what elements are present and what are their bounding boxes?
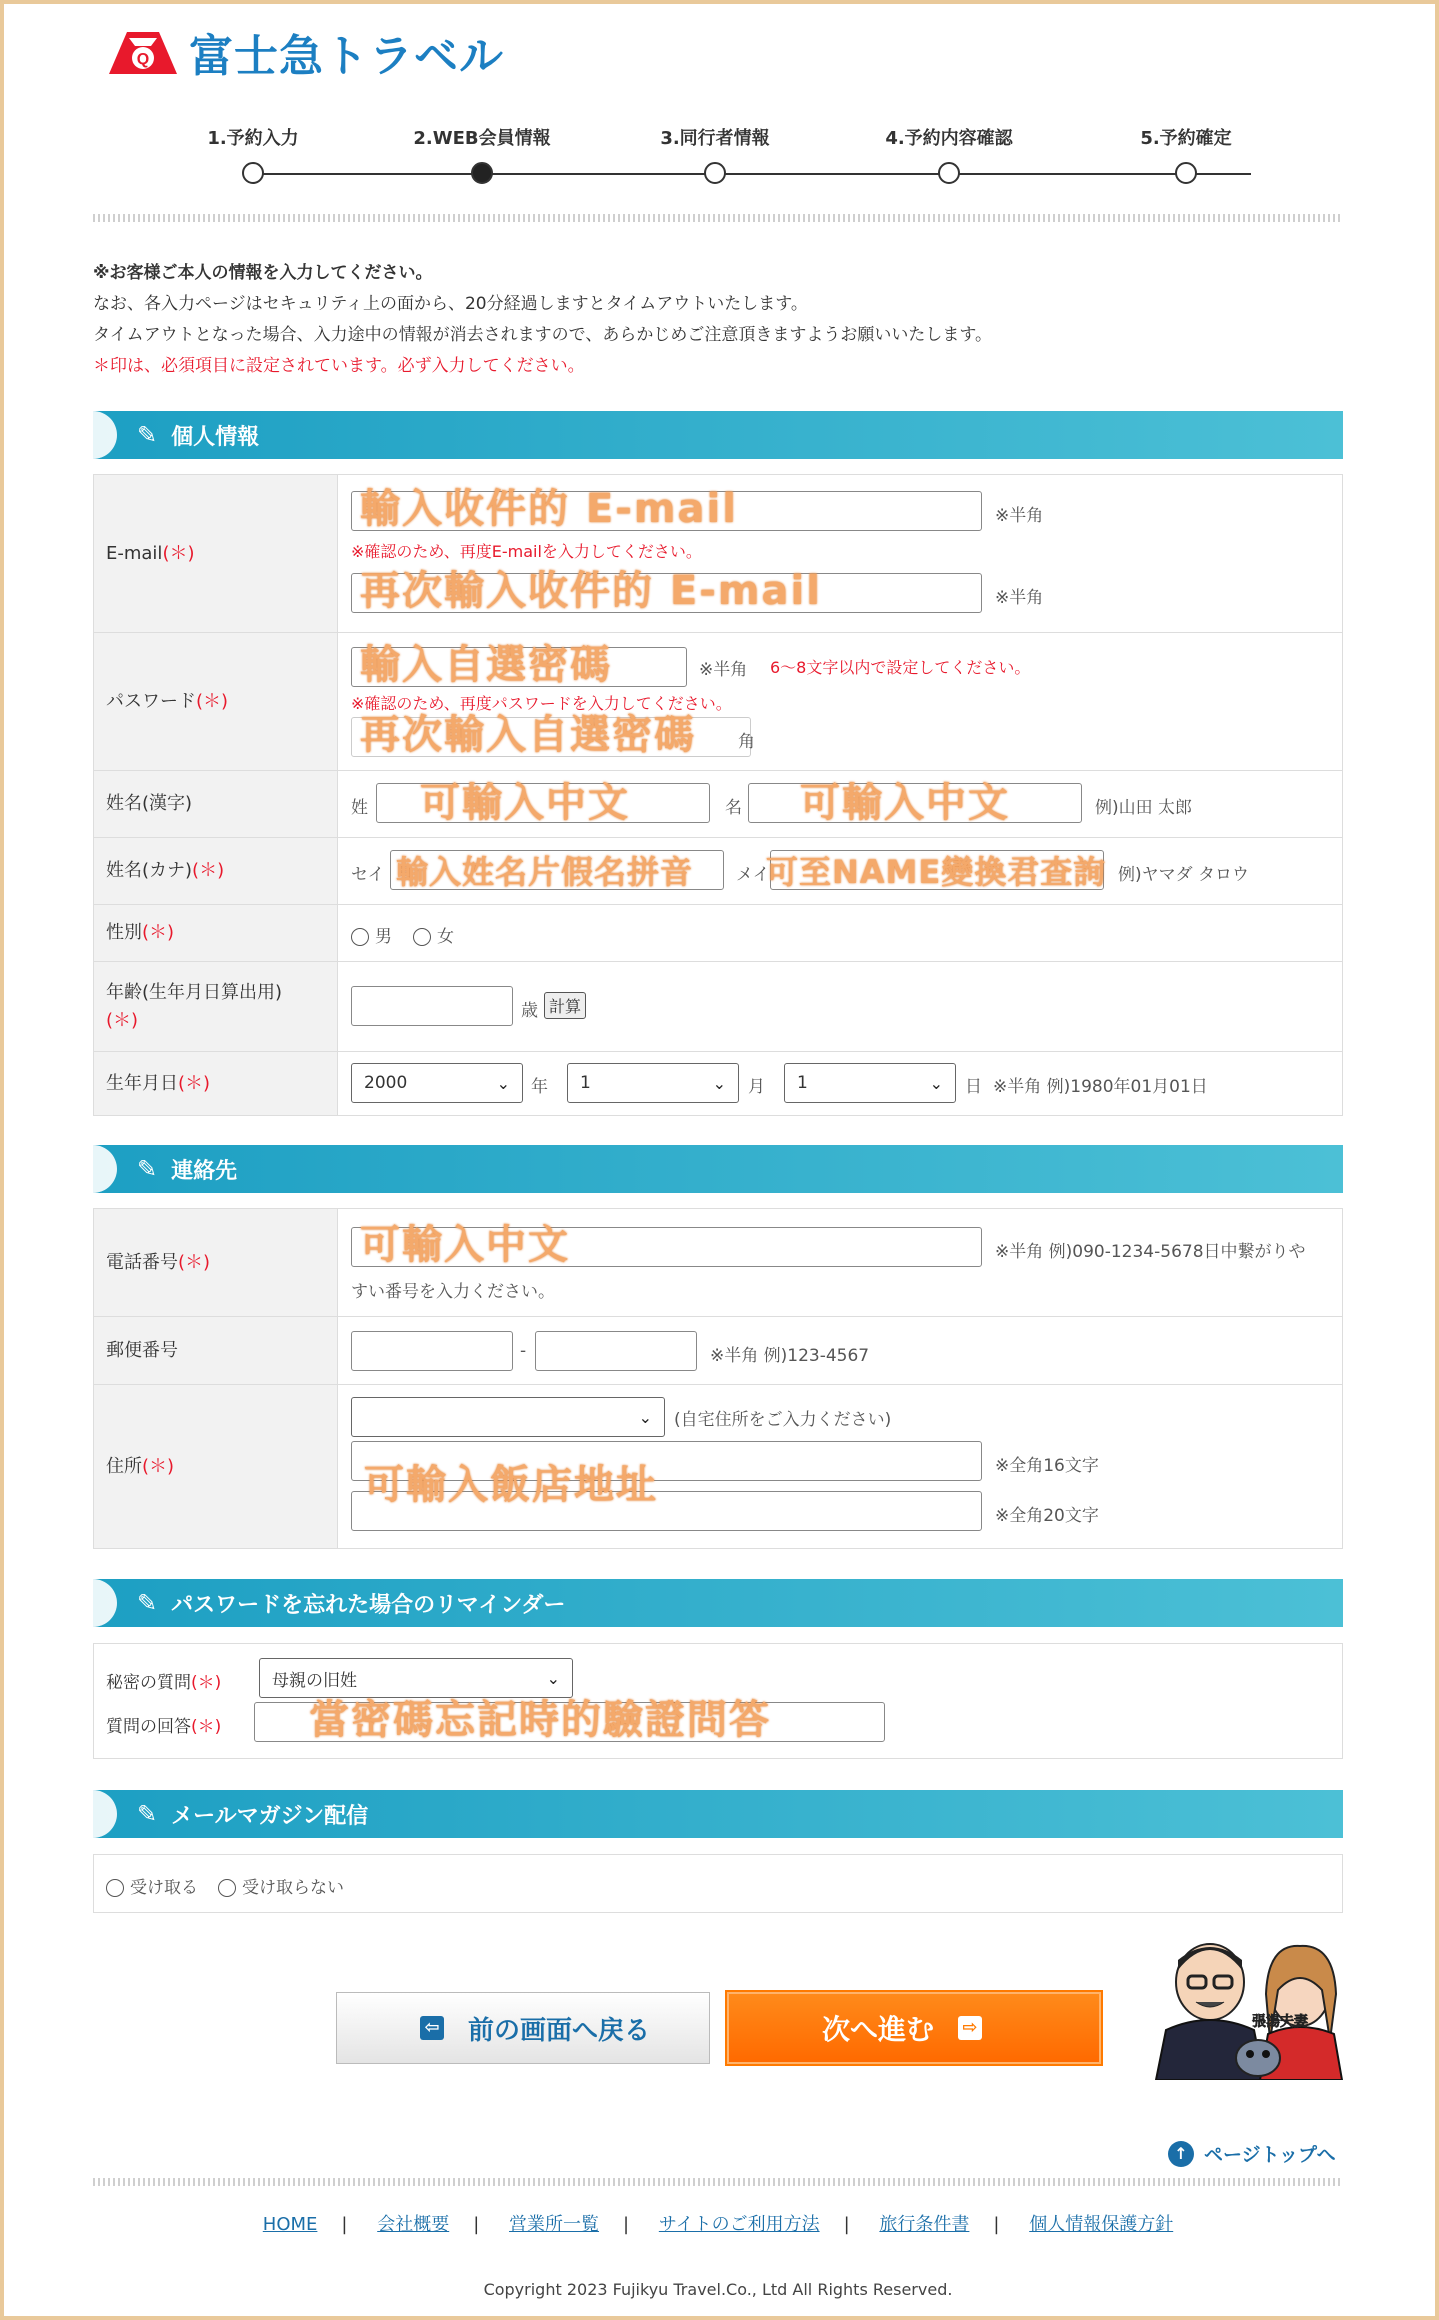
page-top-link[interactable] xyxy=(1168,2140,1336,2167)
chevron-down-icon: ⌄ xyxy=(496,1073,510,1093)
page-top-label: ページトップへ xyxy=(1204,2144,1336,2166)
mei-label: 名 xyxy=(725,798,742,818)
step-5 xyxy=(1076,124,1296,154)
fuji-logo-icon xyxy=(105,24,181,80)
contact-form xyxy=(93,1208,1343,1549)
next-button[interactable] xyxy=(727,1992,1101,2064)
divider xyxy=(93,214,1343,222)
section-personal-header xyxy=(93,411,1343,459)
footer-link-home[interactable]: HOME xyxy=(262,2214,318,2235)
section-contact-header xyxy=(93,1145,1343,1193)
row-email xyxy=(94,475,1342,633)
step-dot xyxy=(938,162,960,184)
steps-line xyxy=(251,173,1251,175)
age-unit: 歳 xyxy=(521,1001,538,1021)
password-confirm-overlay-text: 再次輸入自選密碼 xyxy=(360,712,696,758)
address-1-note: ※全角16文字 xyxy=(995,1456,1099,1476)
radio-not-receive[interactable] xyxy=(218,1879,236,1897)
step-dot xyxy=(704,162,726,184)
section-title: 連絡先 xyxy=(171,1158,238,1184)
tel-label: 電話番号 (＊) xyxy=(94,1209,338,1316)
password-confirm-note-half: 角 xyxy=(738,732,755,752)
year-unit: 年 xyxy=(531,1077,548,1097)
name-kanji-label: 姓名(漢字) xyxy=(94,771,338,837)
magazine-form xyxy=(93,1854,1343,1913)
sei-label: 姓 xyxy=(351,798,368,818)
row-age xyxy=(94,962,1342,1052)
kana-mei-label: メイ xyxy=(736,865,770,885)
step-label: 5.予約確定 xyxy=(1140,128,1232,149)
first-name-kana-overlay-text: 可至NAME變換君查詢 xyxy=(766,853,1107,891)
back-button[interactable] xyxy=(336,1992,710,2064)
birthdate-label: 生年月日 (＊) xyxy=(94,1052,338,1115)
address-overlay-text: 可輸入飯店地址 xyxy=(364,1462,658,1508)
first-name-overlay-text: 可輸入中文 xyxy=(800,780,1010,826)
tel-note-2: すい番号を入力ください。 xyxy=(351,1282,555,1302)
tel-overlay-text: 可輸入中文 xyxy=(360,1222,570,1268)
answer-overlay-text: 當密碼忘記時的驗證問答 xyxy=(309,1697,771,1743)
step-dot-active xyxy=(471,162,493,184)
name-kana-label: 姓名(カナ) (＊) xyxy=(94,838,338,904)
step-3 xyxy=(605,124,825,154)
step-2 xyxy=(372,124,592,154)
radio-male[interactable] xyxy=(351,928,369,946)
zip-dash: - xyxy=(520,1341,527,1361)
password-overlay-text: 輸入自選密碼 xyxy=(360,642,612,688)
zip-label: 郵便番号 xyxy=(94,1317,338,1384)
intro-required-note: ＊印は、必須項目に設定されています。必ず入力してください。 xyxy=(93,356,585,376)
age-label: 年齢(生年月日算出用) (＊) xyxy=(94,962,338,1051)
month-unit: 月 xyxy=(748,1077,765,1097)
row-zip xyxy=(94,1317,1342,1385)
section-title: パスワードを忘れた場合のリマインダー xyxy=(171,1592,566,1618)
section-title: メールマガジン配信 xyxy=(171,1803,369,1829)
step-label: 2.WEB会員情報 xyxy=(413,128,551,149)
pencil-icon: ✎ xyxy=(137,1800,158,1828)
footer-link-company[interactable]: 会社概要 xyxy=(377,2214,450,2235)
intro-notice xyxy=(93,258,1343,382)
chevron-down-icon: ⌄ xyxy=(712,1073,726,1093)
address-hint: (自宅住所をご入力ください) xyxy=(674,1410,892,1430)
email-overlay-text: 輸入收件的 E-mail xyxy=(360,486,738,532)
pencil-icon: ✎ xyxy=(137,421,158,449)
arrow-up-icon: ↑ xyxy=(1168,2141,1194,2167)
intro-line: なお、各入力ページはセキュリティ上の面から、20分経過しますとタイムアウトいたします。 xyxy=(93,294,808,314)
password-rule: 6〜8文字以内で設定してください。 xyxy=(770,658,1031,677)
answer-label: 質問の回答(＊) xyxy=(106,1717,222,1737)
chevron-down-icon: ⌄ xyxy=(929,1073,943,1093)
intro-line: タイムアウトとなった場合、入力途中の情報が消去されますので、あらかじめご注意頂きますようお願いいたします。 xyxy=(93,325,992,345)
row-gender xyxy=(94,905,1342,962)
step-1 xyxy=(143,124,363,154)
arrow-right-icon: ⇨ xyxy=(958,2016,982,2040)
back-button-label: 前の画面へ戻る xyxy=(467,2015,650,2046)
footer-links: HOME | 会社概要 | 営業所一覧 | サイトのご利用方法 | 旅行条件書 | 個人情報保護方針 xyxy=(262,2214,1174,2235)
step-4 xyxy=(839,124,1059,154)
row-birthdate xyxy=(94,1052,1342,1115)
radio-receive[interactable] xyxy=(106,1879,124,1897)
step-label: 4.予約内容確認 xyxy=(885,128,1013,149)
kana-sei-label: セイ xyxy=(351,865,385,885)
age-input[interactable] xyxy=(351,986,513,1026)
kanji-example: 例)山田 太郎 xyxy=(1095,798,1193,818)
email-confirm-note-half: ※半角 xyxy=(995,588,1044,608)
footer-link-usage[interactable]: サイトのご利用方法 xyxy=(658,2214,820,2235)
magazine-receive-option[interactable]: 受け取る xyxy=(106,1873,198,1898)
brand-name: 富士急トラベル xyxy=(189,31,504,82)
footer-link-offices[interactable]: 営業所一覧 xyxy=(509,2214,600,2235)
next-button-label: 次へ進む xyxy=(821,2013,934,2046)
svg-text:Q: Q xyxy=(136,51,150,68)
email-note: ※半角 xyxy=(995,506,1044,526)
password-confirm-note: ※確認のため、再度パスワードを入力してください。 xyxy=(351,694,732,713)
zip-note: ※半角 例)123-4567 xyxy=(710,1346,870,1366)
row-address xyxy=(94,1385,1342,1548)
calc-button[interactable]: 計算 xyxy=(544,992,586,1019)
password-note: ※半角 xyxy=(699,660,748,680)
email-label: E-mail (＊) xyxy=(94,475,338,632)
section-reminder-header xyxy=(93,1579,1343,1627)
secret-question-select[interactable]: 母親の旧姓 ⌄ xyxy=(259,1658,573,1698)
arrow-left-icon: ⇦ xyxy=(420,2016,444,2040)
gender-male-option[interactable]: 男 xyxy=(351,922,392,947)
password-label: パスワード (＊) xyxy=(94,633,338,770)
gender-female-option[interactable]: 女 xyxy=(413,922,454,947)
footer-link-conditions[interactable]: 旅行条件書 xyxy=(879,2214,970,2235)
gender-label: 性別 (＊) xyxy=(94,905,338,961)
last-name-overlay-text: 可輸入中文 xyxy=(420,780,630,826)
email-confirm-note: ※確認のため、再度E-mailを入力してください。 xyxy=(351,542,702,561)
personal-form xyxy=(93,474,1343,1116)
footer-link-privacy[interactable]: 個人情報保護方針 xyxy=(1029,2214,1174,2235)
radio-female[interactable] xyxy=(413,928,431,946)
brand-logo[interactable] xyxy=(105,20,504,84)
birthdate-note: ※半角 例)1980年01月01日 xyxy=(993,1077,1208,1097)
tel-note: ※半角 例)090-1234-5678日中繋がりや xyxy=(995,1242,1306,1262)
section-title: 個人情報 xyxy=(171,424,260,450)
magazine-not-receive-option[interactable]: 受け取らない xyxy=(218,1873,344,1898)
section-magazine-header xyxy=(93,1790,1343,1838)
zip-input-1[interactable] xyxy=(351,1331,513,1371)
day-unit: 日 xyxy=(965,1077,982,1097)
prefecture-select[interactable] xyxy=(351,1397,665,1437)
row-name-kanji xyxy=(94,771,1342,838)
last-name-kana-overlay-text: 輸入姓名片假名拼音 xyxy=(396,853,694,891)
address-label: 住所 (＊) xyxy=(94,1385,338,1548)
pencil-icon: ✎ xyxy=(137,1589,158,1617)
zip-input-2[interactable] xyxy=(535,1331,697,1371)
reminder-form xyxy=(93,1643,1343,1759)
chevron-down-icon: ⌄ xyxy=(546,1668,560,1688)
address-2-note: ※全角20文字 xyxy=(995,1506,1099,1526)
copyright: Copyright 2023 Fujikyu Travel.Co., Ltd All Rights Reserved. xyxy=(483,2280,953,2299)
footer-divider xyxy=(93,2178,1343,2186)
pencil-icon: ✎ xyxy=(137,1155,158,1183)
row-password xyxy=(94,633,1342,771)
step-dot xyxy=(1175,162,1197,184)
secret-question-label: 秘密の質問(＊) xyxy=(106,1673,222,1693)
intro-line: ※お客様ご本人の情報を入力してください。 xyxy=(93,263,433,283)
row-name-kana xyxy=(94,838,1342,905)
birth-year-select[interactable]: 2000 ⌄ xyxy=(351,1063,523,1103)
birth-month-select[interactable]: 1 ⌄ xyxy=(567,1063,739,1103)
mascot-text: 張湯夫妻 xyxy=(1252,2014,1308,2030)
row-tel xyxy=(94,1209,1342,1317)
step-dot xyxy=(242,162,264,184)
chevron-down-icon: ⌄ xyxy=(638,1407,652,1427)
step-label: 3.同行者情報 xyxy=(660,128,770,149)
email-confirm-overlay-text: 再次輸入收件的 E-mail xyxy=(360,568,822,614)
birth-day-select[interactable]: 1 ⌄ xyxy=(784,1063,956,1103)
kana-example: 例)ヤマダ タロウ xyxy=(1118,865,1250,885)
progress-steps xyxy=(93,124,1343,194)
couple-mascot-illustration xyxy=(1138,1930,1378,2080)
step-label: 1.予約入力 xyxy=(207,128,299,149)
